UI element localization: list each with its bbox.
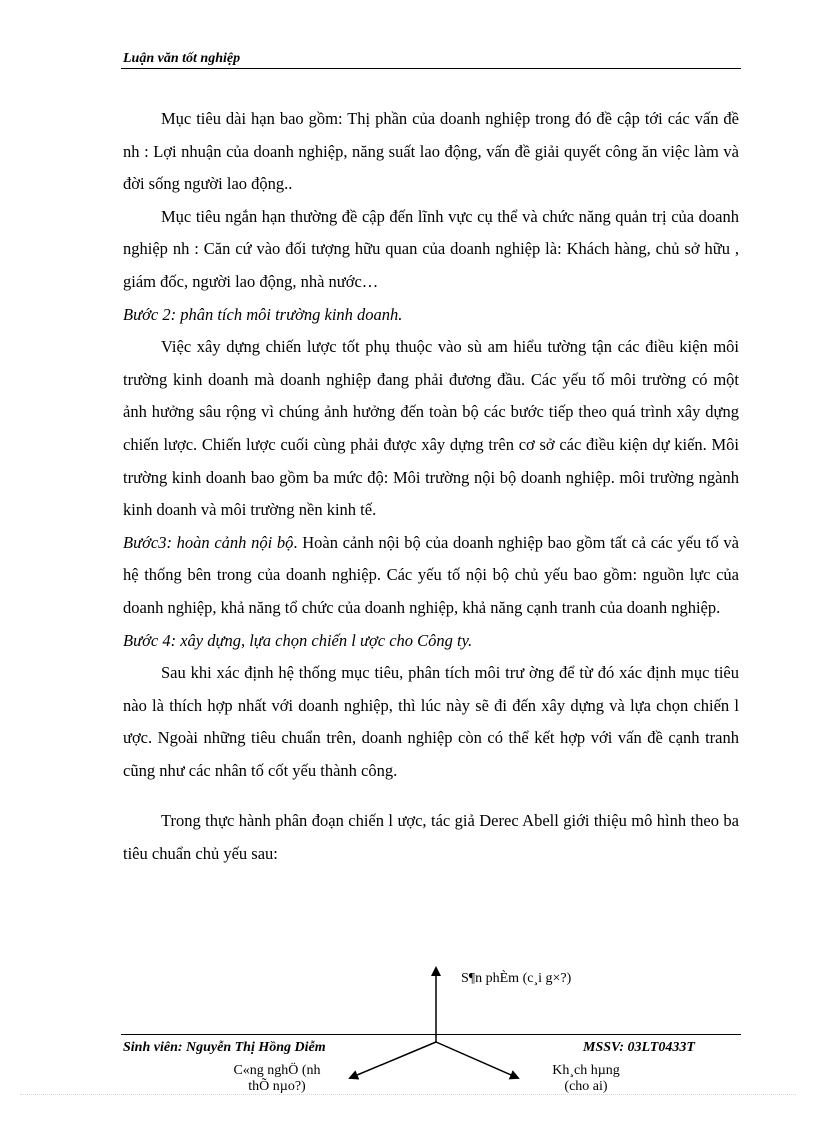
paragraph-strategy-selection: Sau khi xác định hệ thống mục tiêu, phân tích môi trư ờng để từ đó xác định mục tiêu nào là thích hợp nhất với doanh nghiệp, thì lúc này sẽ đi đến xây dựng và lựa chọn chiến l ược. Ngoài những tiêu chuẩn trên, doanh nghiệp còn có thể kết hợp với vấn đề cạnh tranh cũng như các nhân tố cốt yếu thành công. bbox=[123, 663, 739, 780]
document-body bbox=[123, 103, 739, 871]
footer-student-name: Sinh viên: Nguyễn Thị Hồng Diễm bbox=[123, 1040, 326, 1055]
technology-axis-label bbox=[222, 1063, 332, 1095]
footer-student-id: MSSV: 03LT0433T bbox=[583, 1040, 695, 1055]
page-header-title: Luận văn tốt nghiệp bbox=[123, 51, 241, 66]
customer-axis-label bbox=[540, 1063, 632, 1095]
customer-label-line-1: Kh¸ch hµng bbox=[552, 1063, 620, 1078]
header-divider bbox=[121, 68, 741, 69]
paragraph-long-term-goals: Mục tiêu dài hạn bao gồm: Thị phần của doanh nghiệp trong đó đề cập tới các vấn đề nh : Lợi nhuận của doanh nghiệp, năng suất lao động, vấn đề giải quyết công ăn việc làm và đời sống người lao động.. bbox=[123, 109, 739, 194]
technology-axis-arrow bbox=[350, 1042, 436, 1078]
step-3-heading: Bước3: hoàn cảnh nội bộ bbox=[123, 532, 294, 552]
footer-divider bbox=[121, 1034, 741, 1035]
step-3-text: . Hoàn cảnh nội bộ của doanh nghiệp bao gồm tất cả các yếu tố và hệ thống bên trong của doanh nghiệp. Các yếu tố nội bộ chủ yếu bao gồm: nguồn lực của doanh nghiệp, khả năng tổ chức của doanh nghiệp, khả năng cạnh tranh của doanh nghiệp. bbox=[123, 532, 739, 617]
technology-label-line-2: thÕ nµo?) bbox=[248, 1079, 306, 1094]
paragraph-short-term-goals: Mục tiêu ngắn hạn thường đề cập đến lĩnh vực cụ thể và chức năng quản trị của doanh nghiệp nh : Căn cứ vào đối tượng hữu quan của doanh nghiệp là: Khách hàng, chủ sở hữu , giám đốc, người lao động, nhà nước… bbox=[123, 206, 739, 291]
paragraph-environment-analysis: Việc xây dựng chiến lược tốt phụ thuộc vào sù am hiểu tường tận các điều kiện môi trường kinh doanh mà doanh nghiệp đang phải đương đầu. Các yếu tố môi trường có một ảnh hưởng sâu rộng vì chúng ảnh hưởng đến toàn bộ các bước tiếp theo quá trình xây dựng chiến lược. Chiến lược cuối cùng phải được xây dựng trên cơ sở các điều kiện dự kiến. Môi trường kinh doanh bao gồm ba mức độ: Môi trường nội bộ doanh nghiệp. môi trường ngành kinh doanh và môi trường nền kinh tế. bbox=[123, 337, 739, 520]
technology-label-line-1: C«ng nghÖ (nh bbox=[233, 1063, 321, 1078]
page-bottom-dotted-line bbox=[20, 1094, 796, 1095]
paragraph-step-3 bbox=[123, 527, 739, 625]
customer-axis-arrow bbox=[436, 1042, 518, 1078]
paragraph-abell-model: Trong thực hành phân đoạn chiến l ược, tác giả Derec Abell giới thiệu mô hình theo ba tiêu chuẩn chủ yếu sau: bbox=[123, 811, 739, 864]
customer-label-line-2: (cho ai) bbox=[564, 1079, 608, 1094]
step-2-heading: Bước 2: phân tích môi trường kinh doanh. bbox=[123, 304, 403, 324]
step-4-heading: Bước 4: xây dựng, lựa chọn chiến l ược cho Công ty. bbox=[123, 630, 473, 650]
product-axis-label: S¶n phÈm (c¸i g×?) bbox=[461, 971, 572, 986]
